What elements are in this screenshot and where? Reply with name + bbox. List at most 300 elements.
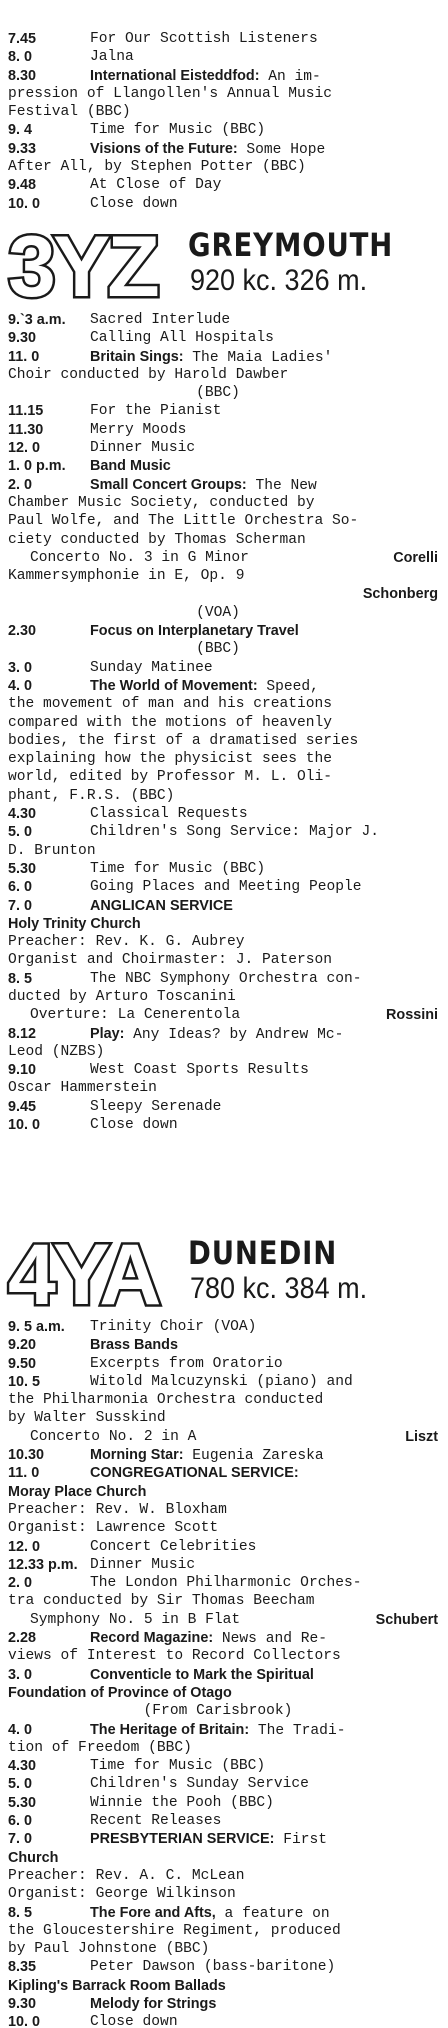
schedule-line — [8, 1519, 442, 1537]
programme-title: Brass Bands — [90, 1337, 178, 1354]
programme-time: 12. 0 — [8, 440, 41, 457]
programme-time: 7.45 — [8, 31, 37, 47]
programme-description: Time for Music (BBC) — [90, 860, 266, 877]
schedule-line — [8, 1629, 442, 1647]
schedule-line — [8, 1849, 442, 1867]
programme-time: 3. 0 — [8, 659, 33, 676]
programme-description: The New — [246, 477, 317, 494]
programme-time: 9.20 — [8, 1337, 37, 1354]
programme-text — [8, 1940, 209, 1958]
schedule-line — [8, 1355, 442, 1373]
programme-text — [90, 457, 171, 476]
schedule-line — [8, 366, 442, 384]
station-schedule-4ya — [8, 1318, 442, 2028]
programme-description: News and Re- — [213, 1631, 328, 1648]
programme-description: For Our Scottish Listeners — [90, 31, 318, 47]
schedule-line — [8, 714, 442, 732]
programme-description: by Paul Johnstone (BBC) — [8, 1941, 210, 1958]
programme-time: 9.45 — [8, 1098, 37, 1115]
programme-text — [90, 402, 221, 420]
programme-text — [8, 1684, 232, 1703]
programme-title: PRESBYTERIAN SERVICE: — [90, 1831, 275, 1848]
programme-title: Record Magazine: — [90, 1630, 214, 1647]
schedule-line — [8, 1483, 442, 1501]
programme-text — [8, 842, 96, 860]
programme-time: 11.15 — [8, 403, 44, 420]
programme-title: The World of Movement: — [90, 677, 258, 694]
programme-description: Preacher: Rev. A. C. McLean — [8, 1867, 245, 1884]
schedule-line — [8, 1391, 442, 1409]
programme-description: The Tradi- — [249, 1722, 346, 1739]
programme-title: Kipling's Barrack Room Ballads — [8, 1977, 226, 1994]
programme-description: Excerpts from Oratorio — [90, 1355, 283, 1372]
schedule-line — [8, 30, 442, 48]
programme-description: Choir conducted by Harold Dawber — [8, 366, 289, 383]
schedule-line — [8, 1116, 442, 1134]
programme-description: Recent Releases — [90, 1813, 222, 1830]
programme-time: 6. 0 — [8, 1813, 33, 1830]
station-header-4ya — [0, 1232, 448, 1316]
programme-text — [8, 1043, 104, 1061]
programme-title: Morning Star: — [90, 1447, 184, 1464]
programme-description: Paul Wolfe, and The Little Orchestra So- — [8, 513, 359, 530]
programme-text — [8, 714, 332, 732]
programme-text — [30, 1428, 196, 1446]
programme-description: Organist and Choirmaster: J. Paterson — [8, 952, 333, 969]
schedule-line — [8, 1739, 442, 1757]
programme-time: 10. 0 — [8, 2014, 41, 2028]
programme-description: Sunday Matinee — [90, 659, 213, 676]
schedule-line — [8, 842, 442, 860]
programme-description: Calling All Hospitals — [90, 330, 274, 347]
programme-title: CONGREGATIONAL SERVICE: — [90, 1465, 299, 1482]
programme-text — [8, 1647, 341, 1665]
schedule-line — [8, 933, 442, 951]
programme-description: a feature on — [215, 1905, 330, 1922]
schedule-line — [8, 439, 442, 457]
programme-time: 12.33 p.m. — [8, 1556, 78, 1573]
programme-time: 9.30 — [8, 330, 37, 347]
programme-description: Any Ideas? by Andrew Mc- — [124, 1026, 344, 1043]
programme-description: Festival (BBC) — [8, 104, 131, 121]
music-work: Concerto No. 2 in A — [30, 1428, 197, 1445]
programme-time: 10.30 — [8, 1447, 45, 1464]
programme-text — [8, 366, 288, 384]
programme-text — [8, 640, 428, 658]
station-logo-4ya — [6, 1232, 184, 1312]
programme-text — [8, 1592, 315, 1610]
programme-time: 5.30 — [8, 1794, 37, 1811]
schedule-line — [8, 1318, 442, 1336]
programme-description: world, edited by Professor M. L. Oli- — [8, 769, 333, 786]
programme-text — [30, 549, 249, 567]
programme-text — [8, 750, 332, 768]
programme-text — [8, 933, 244, 951]
schedule-line — [8, 1812, 442, 1830]
programme-time: 4.30 — [8, 806, 37, 823]
programme-text — [8, 1885, 236, 1903]
programme-text — [90, 67, 321, 86]
schedule-line — [8, 915, 442, 933]
programme-text — [90, 659, 213, 677]
programme-time: 3. 0 — [8, 1666, 33, 1683]
programme-text — [90, 30, 318, 48]
programme-text — [90, 1336, 178, 1355]
programme-description: Dinner Music — [90, 440, 196, 457]
programme-text — [90, 970, 362, 988]
schedule-line — [8, 1867, 442, 1885]
schedule-line — [8, 1830, 442, 1848]
programme-time: 8.12 — [8, 1025, 37, 1042]
programme-text — [90, 823, 379, 841]
programme-text — [8, 787, 174, 805]
programme-text — [8, 988, 236, 1006]
programme-description: After All, by Stephen Potter (BBC) — [8, 159, 306, 176]
programme-title: Melody for Strings — [90, 1995, 217, 2012]
schedule-line — [8, 457, 442, 475]
programme-text — [8, 732, 358, 750]
programme-text — [8, 1079, 157, 1097]
composer-name: Liszt — [405, 1428, 438, 1445]
schedule-line — [8, 1336, 442, 1354]
schedule-line — [8, 1721, 442, 1739]
programme-text — [90, 1904, 330, 1923]
programme-description: Going Places and Meeting People — [90, 879, 362, 896]
programme-description: Organist: Lawrence Scott — [8, 1520, 219, 1537]
programme-text — [90, 1556, 195, 1574]
programme-text — [90, 476, 317, 495]
schedule-line — [8, 549, 442, 567]
schedule-line — [8, 1977, 442, 1995]
programme-text — [30, 1611, 240, 1629]
programme-description: Some Hope — [237, 141, 326, 158]
programme-title: Holy Trinity Church — [8, 915, 141, 932]
programme-text — [8, 1409, 166, 1427]
schedule-line — [8, 1666, 442, 1684]
programme-text — [90, 439, 195, 457]
schedule-line — [8, 640, 442, 658]
programme-time: 5. 0 — [8, 824, 33, 841]
schedule-line — [8, 567, 442, 585]
schedule-line — [8, 1079, 442, 1097]
programme-text — [90, 1355, 283, 1373]
programme-time: 9.33 — [8, 140, 37, 157]
programme-time: 2.28 — [8, 1630, 37, 1647]
schedule-line — [8, 695, 442, 713]
programme-description: pression of Llangollen's Annual Music — [8, 85, 333, 102]
programme-description: Time for Music (BBC) — [90, 122, 266, 139]
programme-text — [90, 860, 265, 878]
station-city: GREYMOUTH — [188, 226, 394, 264]
schedule-line — [8, 158, 442, 176]
schedule-line — [8, 48, 442, 66]
programme-time: 11.30 — [8, 421, 44, 438]
schedule-line — [8, 195, 442, 213]
programme-description: by Walter Susskind — [8, 1410, 166, 1427]
programme-text — [90, 1958, 335, 1976]
programme-time: 10. 0 — [8, 1117, 41, 1134]
programme-text — [90, 1995, 216, 2014]
programme-text — [8, 1922, 341, 1940]
programme-description: Preacher: Rev. K. G. Aubrey — [8, 934, 245, 951]
schedule-line — [8, 1428, 442, 1446]
schedule-line — [8, 604, 442, 622]
programme-text — [8, 1519, 218, 1537]
programme-text — [30, 1006, 240, 1024]
station-header-3yz — [0, 224, 448, 308]
programme-time: 5.30 — [8, 860, 37, 877]
programme-text — [90, 878, 362, 896]
schedule-line — [8, 176, 442, 194]
programme-title: The Fore and Afts, — [90, 1904, 216, 1921]
music-work: Symphony No. 5 in B Flat — [30, 1611, 241, 1628]
station-city: DUNEDIN — [188, 1234, 338, 1272]
programme-title: International Eisteddfod: — [90, 67, 260, 84]
programme-text — [90, 121, 265, 139]
programme-text — [90, 1757, 265, 1775]
programme-time: 2.30 — [8, 623, 37, 640]
programme-time: 9.48 — [8, 177, 37, 194]
schedule-line — [8, 121, 442, 139]
programme-description: First — [274, 1832, 327, 1849]
schedule-line — [8, 494, 442, 512]
programme-text — [90, 1538, 256, 1556]
programme-text — [90, 195, 178, 213]
programme-description: Children's Song Service: Major J. — [90, 824, 380, 841]
programme-time: 2. 0 — [8, 1575, 33, 1592]
programme-description: Dinner Music — [90, 1556, 196, 1573]
programme-time: 11. 0 — [8, 348, 40, 365]
programme-text — [8, 531, 306, 549]
schedule-line — [8, 1702, 442, 1720]
source-credit: (From Carisbrook) — [143, 1703, 293, 1720]
programme-text — [8, 512, 358, 530]
programme-time: 8. 5 — [8, 1904, 33, 1921]
programme-description: Preacher: Rev. W. Bloxham — [8, 1501, 227, 1518]
programme-description: Sacred Interlude — [90, 312, 231, 328]
programme-description: Winnie the Pooh (BBC) — [90, 1794, 274, 1811]
programme-time: 9.30 — [8, 1995, 37, 2012]
programme-description: Speed, — [257, 678, 319, 695]
programme-text — [90, 1629, 327, 1648]
schedule-line — [8, 1775, 442, 1793]
schedule-line — [8, 1446, 442, 1464]
schedule-line — [8, 622, 442, 640]
programme-description: Trinity Choir (VOA) — [90, 1319, 257, 1335]
schedule-line — [8, 787, 442, 805]
programme-title: Moray Place Church — [8, 1483, 147, 1500]
programme-description: Children's Sunday Service — [90, 1776, 309, 1793]
programme-description: Time for Music (BBC) — [90, 1758, 266, 1775]
programme-text — [90, 1116, 178, 1134]
composer-name: Schonberg — [362, 586, 438, 603]
source-credit: (VOA) — [196, 604, 240, 621]
programme-time: 12. 0 — [8, 1538, 41, 1555]
programme-text — [90, 1318, 256, 1336]
programme-description: Sleepy Serenade — [90, 1098, 222, 1115]
programme-description: the Philharmonia Orchestra conducted — [8, 1392, 324, 1409]
schedule-line — [8, 329, 442, 347]
programme-text — [8, 768, 332, 786]
programme-text — [90, 1794, 274, 1812]
schedule-line — [8, 512, 442, 530]
programme-time: 1. 0 p.m. — [8, 458, 66, 475]
programme-description: Kammersymphonie in E, Op. 9 — [8, 568, 245, 585]
programme-text — [8, 1391, 323, 1409]
programme-text — [8, 915, 141, 934]
programme-description: ducted by Arturo Toscanini — [8, 988, 236, 1005]
schedule-line — [8, 1592, 442, 1610]
schedule-line — [8, 1556, 442, 1574]
programme-text — [8, 1739, 192, 1757]
programme-text — [8, 1483, 146, 1502]
programme-description: Jalna — [90, 49, 134, 66]
programme-description: Witold Malcuzynski (piano) and — [90, 1373, 353, 1390]
station-frequency: 920 kc. 326 m. — [190, 264, 368, 297]
schedule-line — [8, 585, 442, 603]
schedule-line — [8, 1025, 442, 1043]
schedule-line — [8, 1647, 442, 1665]
programme-description: Eugenia Zareska — [183, 1448, 324, 1465]
programme-text — [90, 897, 233, 916]
programme-description: Close down — [90, 195, 178, 212]
programme-text — [8, 103, 131, 121]
programme-description: Classical Requests — [90, 806, 248, 823]
composer-name: Corelli — [393, 549, 438, 566]
programme-title: Foundation of Province of Otago — [8, 1684, 232, 1701]
programme-description: Peter Dawson (bass-baritone) — [90, 1959, 336, 1976]
programme-title: Visions of the Future: — [90, 140, 238, 157]
schedule-line — [8, 1940, 442, 1958]
programme-description: tion of Freedom (BBC) — [8, 1739, 192, 1756]
programme-title: Britain Sings: — [90, 348, 184, 365]
programme-text — [90, 1721, 345, 1740]
programme-description: Leod (NZBS) — [8, 1043, 105, 1060]
schedule-line — [8, 750, 442, 768]
programme-text — [90, 1025, 343, 1044]
programme-time: 9.`3 a.m. — [8, 312, 66, 328]
schedule-line — [8, 1409, 442, 1427]
schedule-line — [8, 677, 442, 695]
schedule-line — [8, 85, 442, 103]
schedule-line — [8, 1958, 442, 1976]
programme-description: the movement of man and his creations — [8, 696, 333, 713]
programme-time: 8.30 — [8, 67, 37, 84]
source-credit: (BBC) — [196, 641, 240, 658]
schedule-line — [8, 951, 442, 969]
programme-text — [8, 1977, 226, 1996]
composer-name: Schubert — [375, 1611, 438, 1628]
schedule-line — [8, 768, 442, 786]
programme-text — [90, 1812, 221, 1830]
programme-description: The NBC Symphony Orchestra con- — [90, 970, 362, 987]
programme-title: Focus on Interplanetary Travel — [90, 623, 299, 640]
programme-text — [8, 604, 428, 622]
schedule-line — [8, 2013, 442, 2028]
programme-description: Oscar Hammerstein — [8, 1080, 157, 1097]
programme-time: 7. 0 — [8, 1831, 33, 1848]
programme-text — [90, 2013, 178, 2028]
schedule-line — [8, 878, 442, 896]
programme-description: The London Philharmonic Orches- — [90, 1575, 362, 1592]
programme-time: 8.35 — [8, 1959, 37, 1976]
station-schedule-3yz — [8, 311, 442, 1134]
schedule-line — [8, 1684, 442, 1702]
programme-text — [90, 1464, 299, 1483]
programme-description: explaining how the physicist sees the — [8, 751, 333, 768]
station-frequency: 780 kc. 384 m. — [190, 1272, 368, 1305]
programme-description: Close down — [90, 1117, 178, 1134]
programme-time: 10. 5 — [8, 1373, 41, 1390]
schedule-line — [8, 311, 442, 329]
programme-title: ANGLICAN SERVICE — [90, 897, 233, 914]
schedule-line — [8, 1922, 442, 1940]
programme-text — [90, 677, 319, 696]
programme-text — [8, 1702, 428, 1720]
programme-text — [90, 1574, 362, 1592]
programme-time: 4. 0 — [8, 677, 33, 694]
programme-text — [90, 1666, 314, 1685]
programme-time: 4. 0 — [8, 1721, 33, 1738]
schedule-line — [8, 1061, 442, 1079]
programme-time: 7. 0 — [8, 897, 33, 914]
schedule-line — [8, 1794, 442, 1812]
composer-name: Rossini — [386, 1007, 438, 1024]
programme-time: 9. 4 — [8, 122, 33, 139]
programme-description: tra conducted by Sir Thomas Beecham — [8, 1593, 315, 1610]
programme-text — [90, 1061, 309, 1079]
programme-time: 8. 5 — [8, 970, 33, 987]
programme-text — [8, 85, 332, 103]
programme-text — [90, 329, 274, 347]
programme-description: At Close of Day — [90, 177, 222, 194]
programme-time: 8. 0 — [8, 49, 33, 66]
programme-description: The Maia Ladies' — [183, 349, 333, 366]
programme-text — [8, 384, 428, 402]
programme-time: 9. 5 a.m. — [8, 1319, 65, 1335]
programme-description: Concert Celebrities — [90, 1538, 257, 1555]
programme-text — [90, 348, 332, 367]
station-logo-3yz — [6, 224, 184, 304]
station-schedule-upper — [8, 30, 442, 213]
schedule-line — [8, 402, 442, 420]
programme-time: 10. 0 — [8, 195, 41, 212]
schedule-line — [8, 1611, 442, 1629]
schedule-line — [8, 1373, 442, 1391]
schedule-line — [8, 103, 442, 121]
programme-time: 9.10 — [8, 1062, 37, 1079]
programme-text — [90, 1373, 353, 1391]
schedule-line — [8, 476, 442, 494]
programme-text — [8, 567, 244, 585]
programme-description: views of Interest to Record Collectors — [8, 1648, 341, 1665]
programme-description: the Gloucestershire Regiment, produced — [8, 1922, 341, 1939]
programme-text — [90, 1830, 327, 1849]
programme-description: compared with the motions of heavenly — [8, 714, 333, 731]
svg-text:4YA: 4YA — [8, 1232, 159, 1312]
schedule-line — [8, 1098, 442, 1116]
programme-text — [90, 311, 230, 329]
programme-text — [8, 494, 315, 512]
svg-text:3YZ: 3YZ — [8, 224, 157, 304]
schedule-line — [8, 1501, 442, 1519]
schedule-line — [8, 531, 442, 549]
programme-description: bodies, the first of a dramatised series — [8, 732, 359, 749]
programme-description: Merry Moods — [90, 421, 187, 438]
schedule-line — [8, 1885, 442, 1903]
programme-title: Band Music — [90, 458, 171, 475]
music-work: Concerto No. 3 in G Minor — [30, 549, 249, 566]
